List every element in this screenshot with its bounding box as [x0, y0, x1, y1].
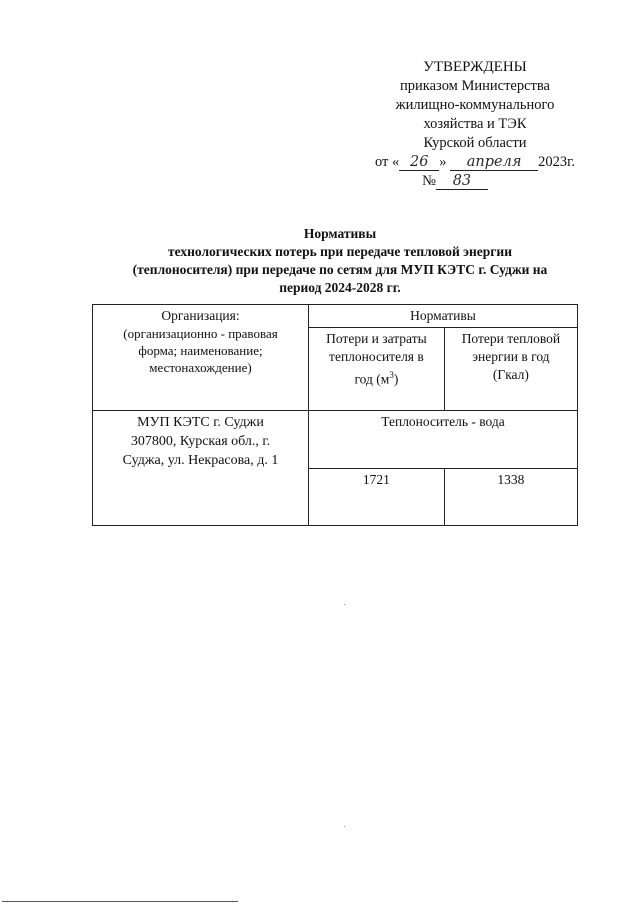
carrier-row	[93, 411, 578, 469]
coolant-header-line-3	[313, 366, 440, 389]
org-name-cell	[93, 411, 309, 526]
heat-header-line-1: Потери тепловой	[461, 331, 561, 346]
norms-header-cell: Нормативы	[309, 305, 578, 328]
date-mid: »	[439, 154, 447, 170]
title-line-3: (теплоносителя) при передаче по сетям для МУП КЭТС г. Суджи на	[132, 262, 548, 277]
org-header-sub-2: форма; наименование;	[138, 343, 263, 358]
document-title	[60, 225, 620, 297]
carrier-cell: Теплоноситель - вода	[309, 411, 578, 469]
coolant-unit-sup: 3	[389, 370, 394, 380]
coolant-loss-header	[309, 328, 445, 411]
date-year: 2023г.	[538, 154, 576, 170]
approval-heading: УТВЕРЖДЕНЫ	[423, 59, 527, 75]
coolant-unit-suffix: )	[393, 371, 399, 387]
title-line-2: технологических потерь при передаче тепловой энергии	[168, 244, 512, 259]
title-line-4: период 2024-2028 гг.	[279, 280, 401, 295]
org-header-cell	[93, 305, 309, 411]
coolant-header-line-2: теплоносителя в	[329, 349, 424, 364]
number-prefix: №	[422, 173, 436, 189]
approval-date	[330, 153, 620, 172]
date-prefix: от «	[374, 154, 400, 170]
approval-line-2: жилищно-коммунального	[395, 97, 555, 113]
title-line-1: Нормативы	[303, 226, 377, 241]
heat-header-line-2: энергии в год	[472, 349, 550, 364]
org-name-line-3: Суджа, ул. Некрасова, д. 1	[122, 453, 279, 468]
approval-line-1: приказом Министерства	[400, 78, 550, 94]
norms-table	[92, 304, 578, 526]
footer-rule	[2, 901, 238, 902]
approval-line-3: хозяйства и ТЭК	[423, 116, 527, 132]
approval-stamp	[330, 58, 620, 191]
org-header-sub-3: местонахождение)	[149, 360, 252, 375]
org-header-sub-1: (организационно - правовая	[123, 326, 278, 341]
date-month-handwritten: апреля	[450, 154, 538, 171]
coolant-loss-value: 1721	[309, 468, 445, 526]
heat-loss-header	[444, 328, 577, 411]
heat-header-line-3: (Гкал)	[492, 367, 529, 382]
number-handwritten: 83	[436, 173, 488, 190]
org-name-line-2: 307800, Курская обл., г.	[130, 434, 271, 449]
org-name-line-1: МУП КЭТС г. Суджи	[137, 415, 264, 430]
date-day-handwritten: 26	[399, 154, 439, 171]
header-row-1	[93, 305, 578, 328]
approval-line-4: Курской области	[423, 135, 527, 151]
scan-speck	[344, 826, 345, 827]
scan-speck	[344, 604, 345, 605]
coolant-unit-prefix: год (м	[354, 371, 390, 387]
approval-number	[330, 172, 620, 191]
org-header-title: Организация:	[161, 308, 240, 323]
heat-loss-value: 1338	[444, 468, 577, 526]
coolant-header-line-1: Потери и затраты	[326, 331, 427, 346]
